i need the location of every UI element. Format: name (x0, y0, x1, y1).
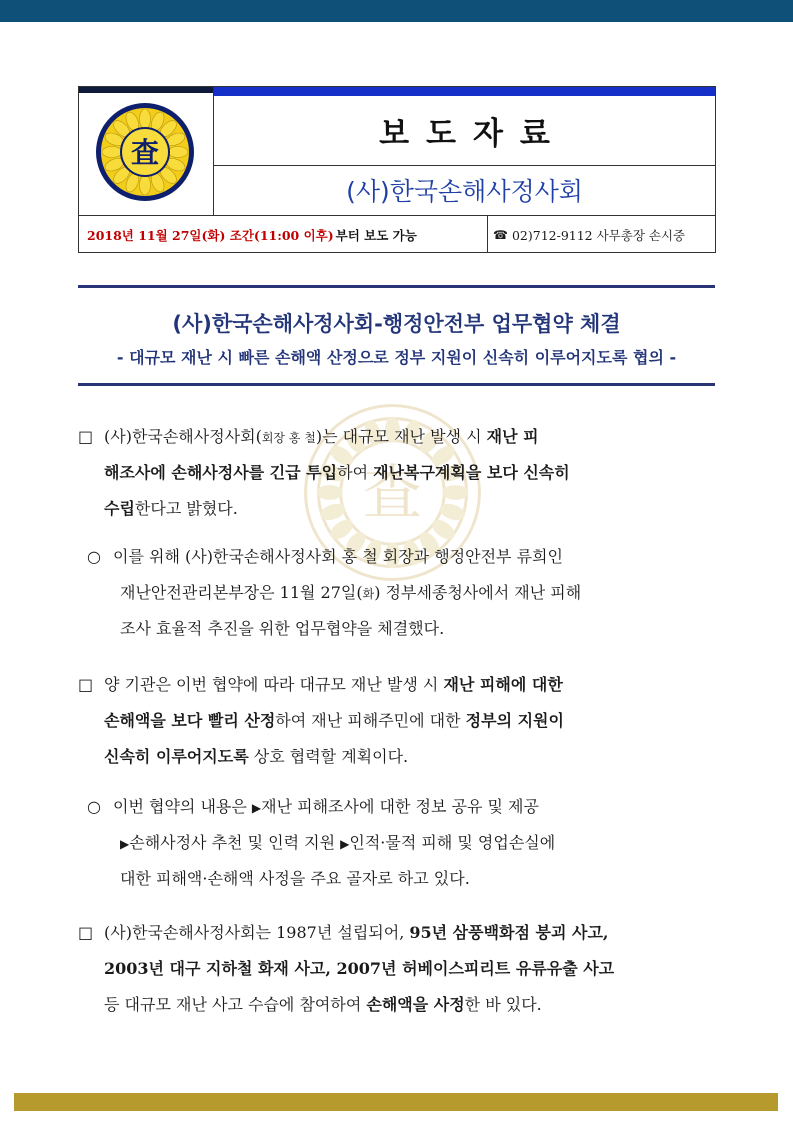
headline-subtitle: - 대규모 재난 시 빠른 손해액 산정으로 정부 지원이 신속히 이루어지도록 협의 - (116, 348, 677, 367)
text-bold: 신속히 이루어지도록 (104, 747, 249, 766)
checkbox-bullet: □ (78, 923, 94, 942)
text: 하여 (337, 463, 374, 482)
contact-info (488, 216, 715, 253)
checkbox-bullet: □ (78, 675, 94, 694)
paragraph-3 (78, 667, 564, 775)
triangle-bullet-icon: ▶ (251, 801, 262, 815)
embargo-info (79, 216, 488, 253)
svg-text:査: 査 (362, 457, 423, 527)
text: 등 대규모 재난 사고 수습에 참여하여 (104, 995, 367, 1014)
text-bold: 손해액을 보다 빨리 산정 (104, 711, 276, 730)
text: 한다고 밝혔다. (134, 499, 238, 518)
circle-bullet: ○ (87, 797, 101, 816)
svg-text:査: 査 (130, 136, 160, 169)
release-info-row (79, 215, 715, 253)
text-bold: 재난 피해에 대한 (443, 675, 563, 694)
circle-bullet: ○ (87, 547, 101, 566)
text: 하여 재난 피해주민에 대한 (275, 711, 466, 730)
text: )는 대규모 재난 발생 시 (315, 427, 487, 446)
text-bold: 2003년 대구 지하철 화재 사고, 2007년 허베이스피리트 유류유출 사고 (104, 959, 615, 978)
triangle-bullet-icon: ▶ (120, 837, 130, 851)
text-bold: 95년 삼풍백화점 붕괴 사고, (409, 923, 609, 942)
headline-title: (사)한국손해사정사회-행정안전부 업무협약 체결 (172, 312, 621, 336)
petal (102, 147, 122, 158)
text-bold: 재난복구계획을 보다 신속히 (373, 463, 570, 482)
text: 한 바 있다. (464, 995, 542, 1014)
paragraph-5 (78, 915, 614, 1023)
text: 상호 협력할 계획이다. (248, 747, 409, 766)
press-release-header (78, 86, 716, 253)
text-small: 화 (362, 587, 375, 601)
text-bold: 정부의 지원이 (465, 711, 564, 730)
embargo-date: 2018년 11월 27일(화) 조간(11:00 이후) (87, 227, 334, 243)
logo-cell (79, 87, 214, 215)
text: (사)한국손해사정사회( (104, 427, 262, 446)
text: 인적·물적 피해 및 영업손실에 (349, 833, 556, 852)
text-bold: 해조사에 손해사정사를 긴급 투입 (104, 463, 338, 482)
checkbox-bullet: □ (78, 427, 94, 446)
petal (140, 109, 151, 129)
text: 이번 협약의 내용은 (113, 797, 252, 816)
header-top-rule-blue (213, 87, 715, 96)
text: 이를 위해 (사)한국손해사정사회 홍 철 회장과 행정안전부 류희인 (113, 547, 563, 566)
petal (168, 147, 188, 158)
top-color-bar (0, 0, 793, 22)
headline-bottom-rule (78, 383, 715, 386)
petal (140, 175, 151, 195)
headline-top-rule (78, 285, 715, 288)
text: 재난안전관리본부장은 11월 27일( (120, 583, 363, 602)
triangle-bullet-icon: ▶ (340, 837, 350, 851)
paragraph-1 (78, 419, 570, 527)
text: 손해사정사 추천 및 인력 지원 (129, 833, 341, 852)
text: 양 기관은 이번 협약에 따라 대규모 재난 발생 시 (104, 675, 444, 694)
paragraph-2 (87, 539, 581, 647)
organization-name: (사)한국손해사정사회 (346, 177, 583, 206)
text: (사)한국손해사정사회는 1987년 설립되어, (104, 923, 410, 942)
contact-text: 02)712-9112 사무총장 손시중 (511, 227, 686, 243)
bottom-color-bar (14, 1093, 778, 1111)
text: ) 정부세종청사에서 재난 피해 (374, 583, 582, 602)
document-title: 보도자료 (379, 116, 567, 152)
text-small: 회장 홍 철 (261, 431, 316, 445)
organization-cell (214, 165, 715, 215)
embargo-suffix: 부터 보도 가능 (335, 227, 417, 243)
paragraph-4 (87, 789, 555, 897)
text: 조사 효율적 추진을 위한 업무협약을 체결했다. (120, 619, 445, 638)
text: 재난 피해조사에 대한 정보 공유 및 제공 (261, 797, 539, 816)
text: 대한 피해액·손해액 사정을 주요 골자로 하고 있다. (120, 869, 470, 888)
telephone-icon: ☎ (493, 227, 508, 242)
text-bold: 손해액을 사정 (366, 995, 465, 1014)
text-bold: 수립 (104, 499, 135, 518)
text-bold: 재난 피 (486, 427, 539, 446)
association-logo (95, 102, 195, 202)
title-cell (214, 96, 715, 166)
